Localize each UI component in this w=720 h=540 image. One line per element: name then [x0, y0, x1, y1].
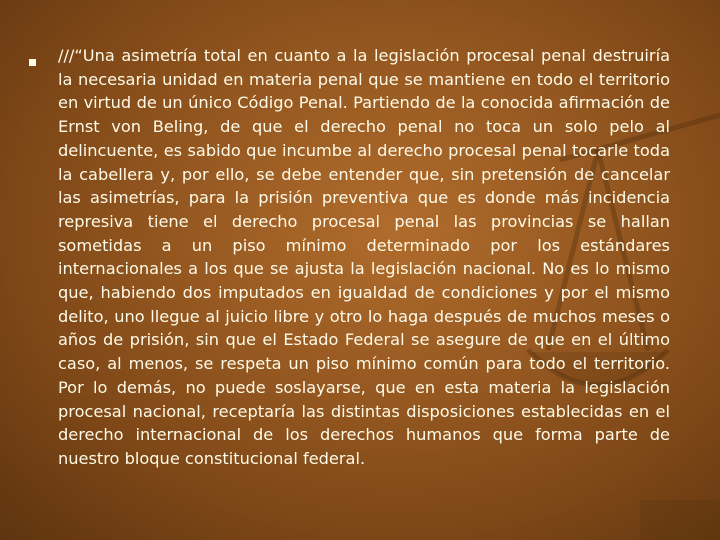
bullet-marker: [29, 59, 36, 66]
body-paragraph: ///“Una asimetría total en cuanto a la legislación procesal penal destruiría la necesaria unidad en materia penal que se mantiene en todo el territorio en virtud de un único Código Penal. Partiendo de la conocida afirmación de Ernst von Beling, de que el derecho penal no toca un solo pelo al delincuente, es sabido que incumbe al derecho procesal penal tocarle toda la cabellera y, por ello, se debe entender que, sin pretensión de cancelar las asimetrías, para la prisión preventiva que es donde más incidencia represiva tiene el derecho procesal penal las provincias se hallan sometidas a un piso mínimo determinado por los estándares internacionales a los que se ajusta la legislación nacional. No es lo mismo que, habiendo dos imputados en igualdad de condiciones y por el mismo delito, uno llegue al juicio libre y otro lo haga después de muchos meses o años de prisión, sin que el Estado Federal se asegure de que en el último caso, al menos, se respeta un piso mínimo común para todo el territorio. Por lo demás, no puede soslayarse, que en esta materia la legislación procesal nacional, receptaría las distintas disposiciones establecidas en el derecho internacional de los derechos humanos que forma parte de nuestro bloque constitucional federal.: [58, 46, 670, 468]
